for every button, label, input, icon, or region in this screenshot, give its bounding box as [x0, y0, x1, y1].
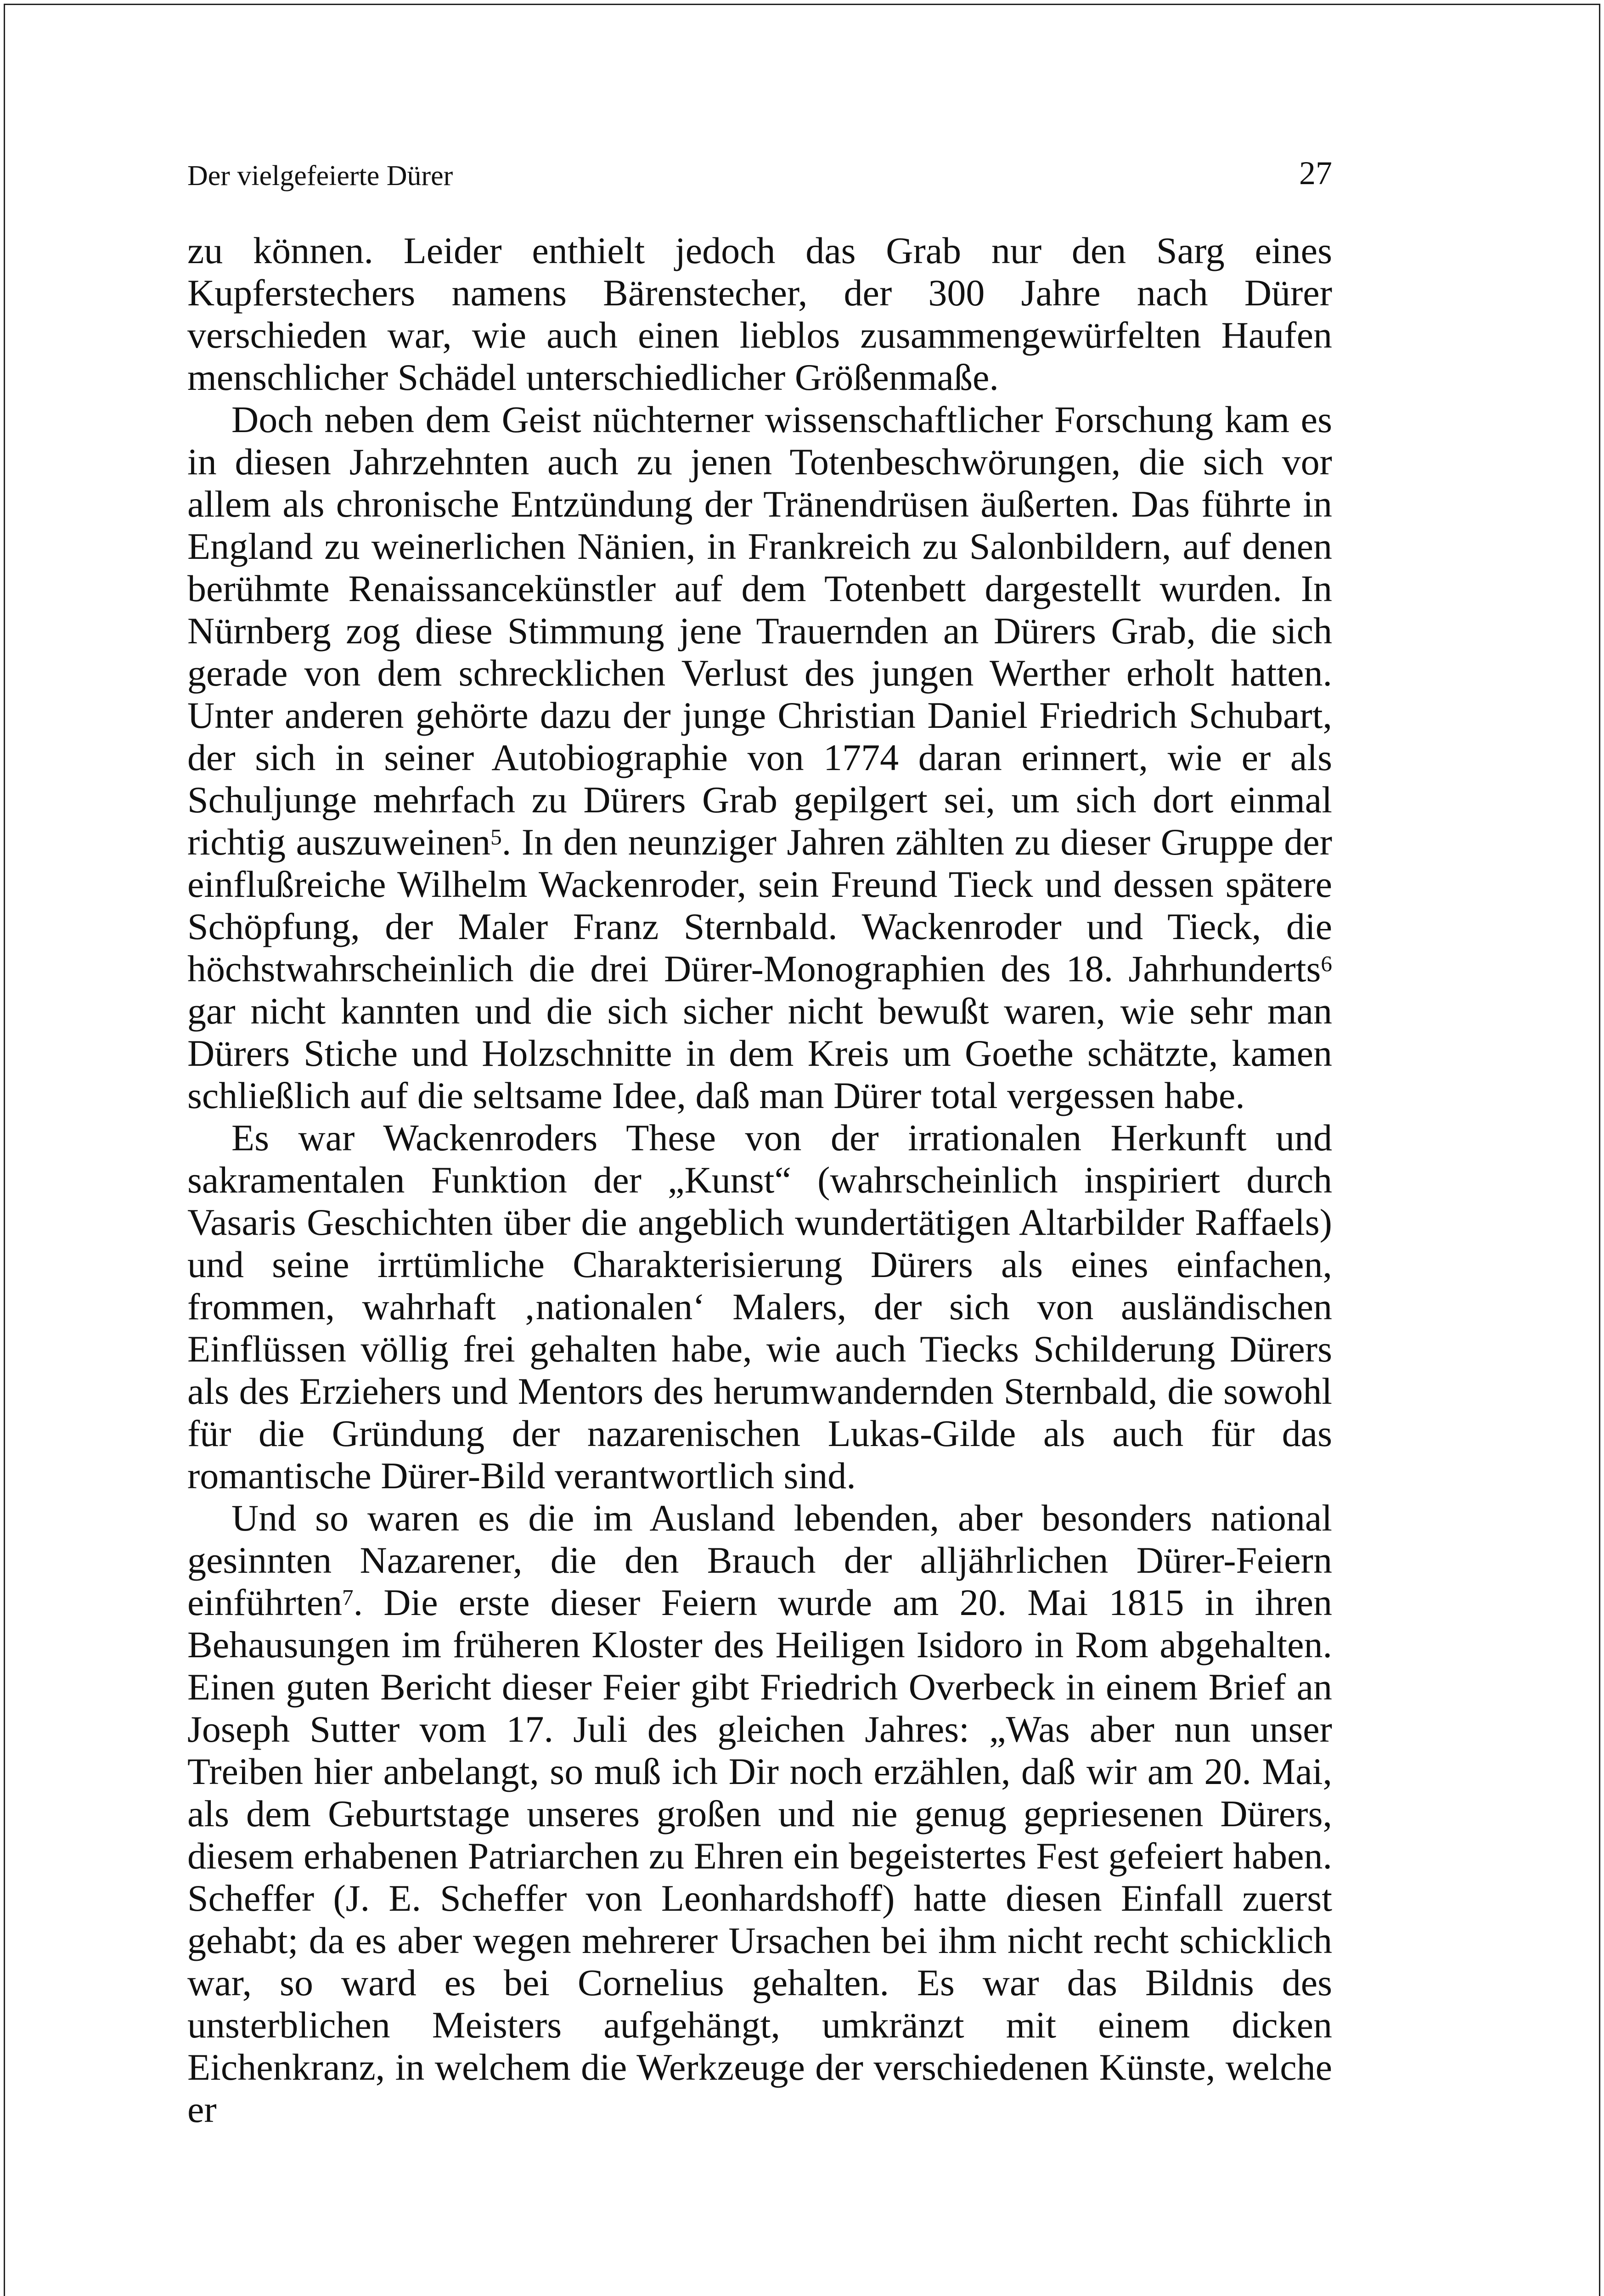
paragraph-text: Doch neben dem Geist nüchterner wissenschaftlicher Forschung kam es in diesen Jahrzehnten auch zu jenen Totenbeschwörungen, die sich vor allem als chronische Entzündung der Tränendrüsen äußerten. Das führte in England zu weinerlichen Nänien, in Frankreich zu Salonbildern, auf denen berühmte Renaissancekünstler auf dem Totenbett dargestellt wurden. In Nürnberg zog diese Stimmung jene Trauernden an Dürers Grab, die sich gerade von dem schrecklichen Verlust des jungen Werther erholt hatten. Unter anderen gehörte dazu der junge Christian Daniel Friedrich Schubart, der sich in seiner Autobiographie von 1774 daran erinnert, wie er als Schuljunge mehrfach zu Dürers Grab gepilgert sei, um sich dort einmal richtig auszuweinen — [187, 399, 1332, 863]
body-text — [187, 230, 1332, 2131]
paragraph-text: . Die erste dieser Feiern wurde am 20. Mai 1815 in ihren Behausungen im früheren Kloster des Heiligen Isidoro in Rom abgehalten. Einen guten Bericht dieser Feier gibt Friedrich Overbeck in einem Brief an Joseph Sutter vom 17. Juli des gleichen Jahres: „Was aber nun unser Treiben hier anbelangt, so muß ich Dir noch erzählen, daß wir am 20. Mai, als dem Geburtstage unseres großen und nie genug gepriesenen Dürers, diesem erhabenen Patriarchen zu Ehren ein begeistertes Fest gefeiert haben. Scheffer (J. E. Scheffer von Leonhardshoff) hatte diesen Einfall zuerst gehabt; da es aber wegen mehrerer Ursachen bei ihm nicht recht schicklich war, so ward es bei Cornelius gehalten. Es war das Bildnis des unsterblichen Meisters aufgehängt, umkränzt mit einem dicken Eichenkranz, in welchem die Werkzeuge der verschiedenen Künste, welche er — [187, 1581, 1332, 2130]
paragraph-text: Es war Wackenroders These von der irrationalen Herkunft und sakramentalen Funktion der „Kunst“ (wahrscheinlich inspiriert durch Vasaris Geschichten über die angeblich wundertätigen Altarbilder Raffaels) und seine irrtümliche Charakterisierung Dürers als eines einfachen, frommen, wahrhaft ‚nationalen‘ Malers, der sich von ausländischen Einflüssen völlig frei gehalten habe, wie auch Tiecks Schilderung Dürers als des Erziehers und Mentors des herumwandernden Sternbald, die sowohl für die Gründung der nazarenischen Lukas-Gilde als auch für das romantische Dürer-Bild verantwortlich sind. — [187, 1117, 1332, 1497]
paragraph-continued — [187, 230, 1332, 399]
paragraph-wackenroder — [187, 1117, 1332, 1497]
paragraph-totenbeschwoerungen — [187, 399, 1332, 1117]
paragraph-text: gar nicht kannten und die sich sicher nicht bewußt waren, wie sehr man Dürers Stiche und Holzschnitte in dem Kreis um Goethe schätzte, kamen schließlich auf die seltsame Idee, daß man Dürer total vergessen habe. — [187, 990, 1332, 1116]
footnote-ref-5[interactable]: 5 — [490, 824, 502, 850]
footnote-ref-7[interactable]: 7 — [342, 1584, 354, 1610]
paragraph-text: zu können. Leider enthielt jedoch das Grab nur den Sarg eines Kupferstechers namens Bärenstecher, der 300 Jahre nach Dürer verschieden war, wie auch einen lieblos zusammengewürfelten Haufen menschlicher Schädel unterschiedlicher Größenmaße. — [187, 230, 1332, 398]
running-title: Der vielgefeierte Dürer — [187, 160, 453, 191]
paragraph-text: . In den neunziger Jahren zählten zu dieser Gruppe der einflußreiche Wilhelm Wackenroder, sein Freund Tieck und dessen spätere Schöpfung, der Maler Franz Sternbald. Wackenroder und Tieck, die höchstwahrscheinlich die drei Dürer-Monographien des 18. Jahrhunderts — [187, 821, 1332, 990]
page-number: 27 — [1299, 155, 1332, 191]
paragraph-nazarener — [187, 1497, 1332, 2131]
paragraph-text: Und so waren es die im Ausland lebenden, aber besonders national gesinnten Nazarener, die den Brauch der alljährlichen Dürer-Feiern einführten — [187, 1497, 1332, 1623]
page-header — [187, 155, 1332, 197]
footnote-ref-6[interactable]: 6 — [1321, 951, 1332, 976]
